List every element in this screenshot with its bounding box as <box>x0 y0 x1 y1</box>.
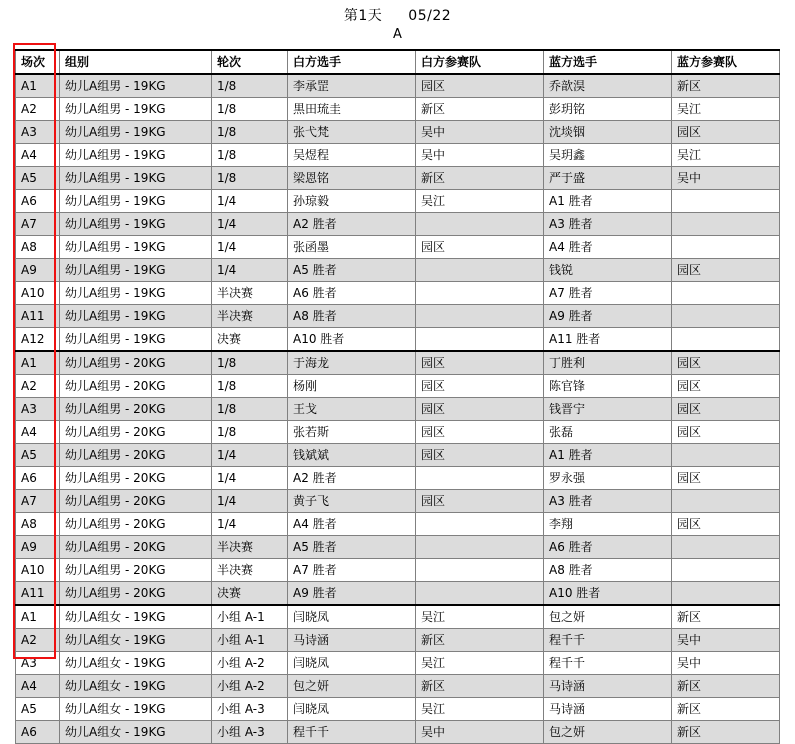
white-player-cell: A10 胜者 <box>288 328 416 352</box>
group-cell: 幼儿A组男 - 19KG <box>60 98 212 121</box>
group-cell: 幼儿A组女 - 19KG <box>60 675 212 698</box>
round-cell: 1/4 <box>212 190 288 213</box>
group-cell: 幼儿A组男 - 20KG <box>60 536 212 559</box>
white-player-cell: A5 胜者 <box>288 536 416 559</box>
round-cell: 1/8 <box>212 398 288 421</box>
round-cell: 1/8 <box>212 74 288 98</box>
group-cell: 幼儿A组男 - 20KG <box>60 467 212 490</box>
group-cell: 幼儿A组男 - 19KG <box>60 190 212 213</box>
table-row <box>16 190 780 213</box>
blue-team-cell <box>672 559 780 582</box>
white-team-cell: 吴江 <box>416 652 544 675</box>
round-cell: 1/8 <box>212 351 288 375</box>
match-cell: A9 <box>16 536 60 559</box>
blue-player-cell: A10 胜者 <box>544 582 672 606</box>
white-player-cell: A4 胜者 <box>288 513 416 536</box>
blue-player-cell: 丁胜利 <box>544 351 672 375</box>
white-team-cell: 新区 <box>416 98 544 121</box>
blue-player-cell: A7 胜者 <box>544 282 672 305</box>
white-team-cell <box>416 282 544 305</box>
blue-player-cell: 程千千 <box>544 652 672 675</box>
blue-player-cell: 包之妍 <box>544 721 672 744</box>
table-row <box>16 167 780 190</box>
blue-player-cell: A4 胜者 <box>544 236 672 259</box>
group-cell: 幼儿A组女 - 19KG <box>60 721 212 744</box>
column-header-white-team: 白方参赛队 <box>416 50 544 74</box>
blue-player-cell: A9 胜者 <box>544 305 672 328</box>
column-header-blue-team: 蓝方参赛队 <box>672 50 780 74</box>
white-team-cell: 新区 <box>416 167 544 190</box>
white-player-cell: 马诗涵 <box>288 629 416 652</box>
blue-player-cell: 吴玥鑫 <box>544 144 672 167</box>
blue-team-cell <box>672 282 780 305</box>
round-cell: 1/8 <box>212 98 288 121</box>
blue-player-cell: 包之妍 <box>544 605 672 629</box>
group-cell: 幼儿A组女 - 19KG <box>60 652 212 675</box>
blue-team-cell: 新区 <box>672 721 780 744</box>
white-player-cell: 张弋梵 <box>288 121 416 144</box>
match-cell: A11 <box>16 305 60 328</box>
white-player-cell: 黒田琉圭 <box>288 98 416 121</box>
match-cell: A3 <box>16 121 60 144</box>
white-team-cell <box>416 328 544 352</box>
blue-player-cell: 张磊 <box>544 421 672 444</box>
blue-team-cell: 园区 <box>672 421 780 444</box>
blue-team-cell: 园区 <box>672 375 780 398</box>
blue-player-cell: A1 胜者 <box>544 444 672 467</box>
white-player-cell: 杨刚 <box>288 375 416 398</box>
round-cell: 1/8 <box>212 167 288 190</box>
white-player-cell: A7 胜者 <box>288 559 416 582</box>
group-cell: 幼儿A组男 - 19KG <box>60 328 212 352</box>
round-cell: 1/4 <box>212 236 288 259</box>
blue-team-cell: 吴江 <box>672 98 780 121</box>
white-team-cell <box>416 305 544 328</box>
table-row <box>16 605 780 629</box>
table-row <box>16 421 780 444</box>
group-cell: 幼儿A组男 - 20KG <box>60 444 212 467</box>
blue-team-cell: 园区 <box>672 121 780 144</box>
group-cell: 幼儿A组男 - 19KG <box>60 213 212 236</box>
table-row <box>16 698 780 721</box>
match-cell: A5 <box>16 444 60 467</box>
group-cell: 幼儿A组女 - 19KG <box>60 698 212 721</box>
white-player-cell: 梁恩铭 <box>288 167 416 190</box>
match-cell: A1 <box>16 351 60 375</box>
blue-player-cell: A11 胜者 <box>544 328 672 352</box>
group-cell: 幼儿A组男 - 19KG <box>60 236 212 259</box>
blue-player-cell: A8 胜者 <box>544 559 672 582</box>
blue-player-cell: 李翔 <box>544 513 672 536</box>
blue-player-cell: 钱晋宁 <box>544 398 672 421</box>
white-player-cell: A5 胜者 <box>288 259 416 282</box>
blue-player-cell: 罗永强 <box>544 467 672 490</box>
table-row <box>16 721 780 744</box>
white-player-cell: 张若斯 <box>288 421 416 444</box>
white-team-cell <box>416 559 544 582</box>
white-team-cell: 吴中 <box>416 144 544 167</box>
round-cell: 1/4 <box>212 490 288 513</box>
table-body <box>16 74 780 744</box>
blue-team-cell <box>672 444 780 467</box>
match-cell: A2 <box>16 375 60 398</box>
table-row <box>16 490 780 513</box>
blue-team-cell: 新区 <box>672 675 780 698</box>
blue-team-cell: 吴中 <box>672 167 780 190</box>
column-header-group: 组别 <box>60 50 212 74</box>
blue-team-cell <box>672 236 780 259</box>
column-header-round: 轮次 <box>212 50 288 74</box>
table-row <box>16 675 780 698</box>
column-header-blue-player: 蓝方选手 <box>544 50 672 74</box>
white-player-cell: 李承罡 <box>288 74 416 98</box>
round-cell: 决赛 <box>212 582 288 606</box>
blue-player-cell: 陈官锋 <box>544 375 672 398</box>
round-cell: 半决赛 <box>212 305 288 328</box>
group-cell: 幼儿A组女 - 19KG <box>60 629 212 652</box>
group-cell: 幼儿A组女 - 19KG <box>60 605 212 629</box>
group-cell: 幼儿A组男 - 20KG <box>60 375 212 398</box>
white-team-cell: 吴江 <box>416 605 544 629</box>
blue-team-cell <box>672 536 780 559</box>
group-cell: 幼儿A组男 - 19KG <box>60 121 212 144</box>
round-cell: 1/4 <box>212 467 288 490</box>
blue-player-cell: 马诗涵 <box>544 675 672 698</box>
round-cell: 半决赛 <box>212 282 288 305</box>
table-row <box>16 559 780 582</box>
round-cell: 1/8 <box>212 121 288 144</box>
white-player-cell: 黄子飞 <box>288 490 416 513</box>
match-cell: A4 <box>16 144 60 167</box>
page-title <box>0 0 795 42</box>
group-cell: 幼儿A组男 - 20KG <box>60 351 212 375</box>
title-day-date <box>0 5 795 25</box>
white-player-cell: A2 胜者 <box>288 467 416 490</box>
blue-player-cell: 马诗涵 <box>544 698 672 721</box>
round-cell: 1/4 <box>212 259 288 282</box>
white-player-cell: 包之妍 <box>288 675 416 698</box>
white-player-cell: 程千千 <box>288 721 416 744</box>
blue-player-cell: 钱锐 <box>544 259 672 282</box>
match-cell: A11 <box>16 582 60 606</box>
white-player-cell: A9 胜者 <box>288 582 416 606</box>
round-cell: 1/4 <box>212 444 288 467</box>
white-team-cell <box>416 213 544 236</box>
blue-player-cell: 彭玥铭 <box>544 98 672 121</box>
white-player-cell: A8 胜者 <box>288 305 416 328</box>
match-cell: A3 <box>16 398 60 421</box>
white-team-cell <box>416 513 544 536</box>
blue-player-cell: 乔歆淏 <box>544 74 672 98</box>
white-player-cell: 闫晓凤 <box>288 605 416 629</box>
group-cell: 幼儿A组男 - 20KG <box>60 421 212 444</box>
white-team-cell: 园区 <box>416 490 544 513</box>
white-player-cell: 王戈 <box>288 398 416 421</box>
white-team-cell: 园区 <box>416 351 544 375</box>
round-cell: 小组 A-3 <box>212 698 288 721</box>
match-cell: A10 <box>16 282 60 305</box>
table-row <box>16 259 780 282</box>
white-team-cell: 园区 <box>416 421 544 444</box>
group-cell: 幼儿A组男 - 20KG <box>60 398 212 421</box>
match-cell: A8 <box>16 236 60 259</box>
match-cell: A4 <box>16 421 60 444</box>
table-row <box>16 467 780 490</box>
title-area: A <box>393 27 402 42</box>
white-team-cell: 园区 <box>416 375 544 398</box>
white-team-cell <box>416 259 544 282</box>
blue-team-cell: 吴中 <box>672 652 780 675</box>
round-cell: 1/4 <box>212 513 288 536</box>
match-cell: A6 <box>16 190 60 213</box>
white-team-cell: 新区 <box>416 675 544 698</box>
white-player-cell: A2 胜者 <box>288 213 416 236</box>
match-cell: A6 <box>16 467 60 490</box>
group-cell: 幼儿A组男 - 19KG <box>60 167 212 190</box>
table-row <box>16 444 780 467</box>
table-row <box>16 213 780 236</box>
white-player-cell: 于海龙 <box>288 351 416 375</box>
white-team-cell: 园区 <box>416 398 544 421</box>
round-cell: 1/4 <box>212 213 288 236</box>
round-cell: 小组 A-3 <box>212 721 288 744</box>
white-team-cell: 园区 <box>416 236 544 259</box>
table-header-row <box>16 50 780 74</box>
round-cell: 小组 A-1 <box>212 629 288 652</box>
blue-team-cell: 新区 <box>672 605 780 629</box>
round-cell: 1/8 <box>212 421 288 444</box>
table-row <box>16 582 780 606</box>
group-cell: 幼儿A组男 - 19KG <box>60 144 212 167</box>
group-cell: 幼儿A组男 - 20KG <box>60 513 212 536</box>
blue-team-cell: 吴江 <box>672 144 780 167</box>
white-player-cell: 闫晓凤 <box>288 698 416 721</box>
table-row <box>16 513 780 536</box>
white-team-cell <box>416 467 544 490</box>
blue-team-cell: 园区 <box>672 398 780 421</box>
group-cell: 幼儿A组男 - 20KG <box>60 559 212 582</box>
match-cell: A10 <box>16 559 60 582</box>
white-player-cell: 闫晓凤 <box>288 652 416 675</box>
blue-player-cell: A6 胜者 <box>544 536 672 559</box>
white-team-cell: 新区 <box>416 629 544 652</box>
round-cell: 1/8 <box>212 144 288 167</box>
blue-team-cell <box>672 190 780 213</box>
group-cell: 幼儿A组男 - 19KG <box>60 282 212 305</box>
round-cell: 小组 A-2 <box>212 675 288 698</box>
group-cell: 幼儿A组男 - 19KG <box>60 259 212 282</box>
white-team-cell: 吴江 <box>416 698 544 721</box>
table-row <box>16 351 780 375</box>
round-cell: 半决赛 <box>212 536 288 559</box>
table-row <box>16 536 780 559</box>
blue-player-cell: A3 胜者 <box>544 213 672 236</box>
round-cell: 决赛 <box>212 328 288 352</box>
match-cell: A12 <box>16 328 60 352</box>
table-row <box>16 98 780 121</box>
match-cell: A7 <box>16 213 60 236</box>
blue-team-cell <box>672 328 780 352</box>
table-row <box>16 144 780 167</box>
match-cell: A3 <box>16 652 60 675</box>
match-cell: A4 <box>16 675 60 698</box>
white-team-cell: 吴中 <box>416 121 544 144</box>
title-day: 第1天 <box>343 8 383 24</box>
table-row <box>16 305 780 328</box>
blue-player-cell: A3 胜者 <box>544 490 672 513</box>
blue-team-cell: 新区 <box>672 74 780 98</box>
table-row <box>16 236 780 259</box>
white-player-cell: 吴煜程 <box>288 144 416 167</box>
white-team-cell: 园区 <box>416 444 544 467</box>
blue-player-cell: 程千千 <box>544 629 672 652</box>
match-cell: A5 <box>16 167 60 190</box>
title-date: 05/22 <box>408 8 452 24</box>
match-cell: A2 <box>16 629 60 652</box>
table-row <box>16 375 780 398</box>
table-row <box>16 328 780 352</box>
white-player-cell: 孙琼毅 <box>288 190 416 213</box>
blue-team-cell <box>672 213 780 236</box>
round-cell: 小组 A-1 <box>212 605 288 629</box>
blue-team-cell <box>672 582 780 606</box>
schedule-table <box>15 49 780 744</box>
white-player-cell: A6 胜者 <box>288 282 416 305</box>
match-cell: A7 <box>16 490 60 513</box>
table-row <box>16 74 780 98</box>
group-cell: 幼儿A组男 - 19KG <box>60 74 212 98</box>
table-row <box>16 121 780 144</box>
table-row <box>16 282 780 305</box>
round-cell: 1/8 <box>212 375 288 398</box>
column-header-white-player: 白方选手 <box>288 50 416 74</box>
column-header-match: 场次 <box>16 50 60 74</box>
match-cell: A2 <box>16 98 60 121</box>
blue-team-cell <box>672 305 780 328</box>
blue-player-cell: 严于盛 <box>544 167 672 190</box>
table-row <box>16 629 780 652</box>
blue-team-cell: 园区 <box>672 467 780 490</box>
match-cell: A6 <box>16 721 60 744</box>
round-cell: 小组 A-2 <box>212 652 288 675</box>
group-cell: 幼儿A组男 - 19KG <box>60 305 212 328</box>
blue-player-cell: A1 胜者 <box>544 190 672 213</box>
blue-team-cell <box>672 490 780 513</box>
match-cell: A1 <box>16 74 60 98</box>
blue-team-cell: 园区 <box>672 351 780 375</box>
white-player-cell: 钱斌斌 <box>288 444 416 467</box>
white-team-cell <box>416 536 544 559</box>
group-cell: 幼儿A组男 - 20KG <box>60 582 212 606</box>
white-player-cell: 张函墨 <box>288 236 416 259</box>
table-row <box>16 398 780 421</box>
white-team-cell: 园区 <box>416 74 544 98</box>
blue-team-cell: 新区 <box>672 698 780 721</box>
blue-team-cell: 吴中 <box>672 629 780 652</box>
match-cell: A1 <box>16 605 60 629</box>
table-row <box>16 652 780 675</box>
match-cell: A5 <box>16 698 60 721</box>
blue-team-cell: 园区 <box>672 513 780 536</box>
round-cell: 半决赛 <box>212 559 288 582</box>
white-team-cell: 吴中 <box>416 721 544 744</box>
match-cell: A9 <box>16 259 60 282</box>
white-team-cell: 吴江 <box>416 190 544 213</box>
match-cell: A8 <box>16 513 60 536</box>
blue-player-cell: 沈埮铟 <box>544 121 672 144</box>
group-cell: 幼儿A组男 - 20KG <box>60 490 212 513</box>
blue-team-cell: 园区 <box>672 259 780 282</box>
white-team-cell <box>416 582 544 606</box>
